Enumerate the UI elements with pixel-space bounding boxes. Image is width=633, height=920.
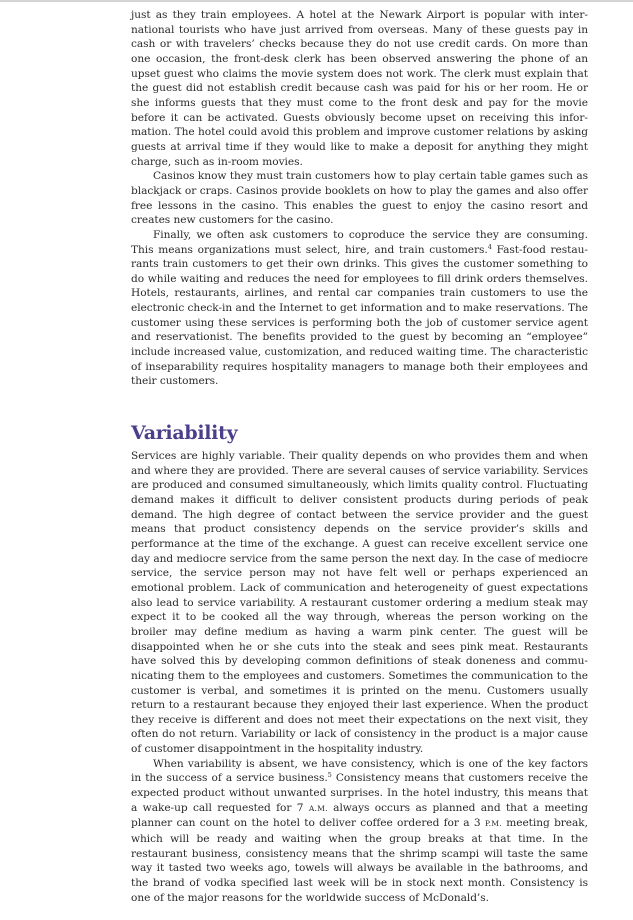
time-am: A.M. bbox=[308, 803, 328, 813]
paragraph-text: meeting break, which will be ready and waiting when the group breaks at that time. In the restaurant business, consistency means that the shrimp scampi will taste the same way it tasted two weeks ago, towels will always be available in the bathrooms, and the brand of vodka specified last week will be in stock next month. Consistency is one of the major reasons for the worldwide success of McDonald’s. bbox=[131, 817, 588, 904]
paragraph-services-variable: Services are highly variable. Their quality depends on who provides them and when and where they are provided. There are several causes of service variability. Services are produced and consumed simultaneously, which limits quality control. Fluctuating demand makes it difficult to deliver consistent products during periods of peak demand. The high degree of contact between the service provider and the guest means that product consistency depends on the service provider’s skills and performance at the time of the exchange. A guest can receive excellent service one day and mediocre service from the same person the next day. In the case of mediocre service, the service person may not have felt well or perhaps experienced an emotional problem. Lack of communication and heterogeneity of guest expectations also lead to service variability. A restaurant customer ordering a medium steak may expect it to be cooked all the way through, whereas the person working on the broiler may define medium as having a warm pink center. The guest will be disappointed when he or she cuts into the steak and sees pink meat. Restaurants have solved this by developing common definitions of steak doneness and communicating them to the employees and customers. Sometimes the communication to the customer is verbal, and sometimes it is printed on the menu. Customers usually return to a restaurant because they enjoyed their last experience. When the product they receive is different and does not meet their expectations on the next visit, they often do not return. Variability or lack of consistency in the product is a major cause of customer disappointment in the hospitality industry. bbox=[131, 450, 588, 756]
paragraph-casinos: Casinos know they must train customers how to play certain table games such as blackjack or craps. Casinos provide booklets on how to play the games and also offer free lessons in the casino. This enables the guest to enjoy the casino resort and creates new customers for the casino. bbox=[131, 170, 588, 227]
footnote-reference[interactable]: 4 bbox=[487, 242, 492, 251]
section-heading-variability: Variability bbox=[131, 422, 238, 444]
paragraph-text: Consistency means that customers receive the expected product without unwanted surprises. In the hotel industry, this means that a wake-up call requested for 7 bbox=[131, 772, 588, 814]
paragraph-newark-hotel: just as they train employees. A hotel at the Newark Airport is popular with international tourists who have just arrived from overseas. Many of these guests pay in cash or with travelers’ checks because they do not use credit cards. On more than one occasion, the front-desk clerk has been observed answering the phone of an upset guest who claims the movie system does not work. The clerk must explain that the guest did not establish credit because cash was paid for his or her room. He or she informs guests that they must come to the front desk and pay for the movie before it can be activated. Guests obviously become upset on receiving this information. The hotel could avoid this problem and improve customer relations by asking guests at arrival time if they would like to make a deposit for anything they might charge, such as in-room movies. bbox=[131, 9, 588, 168]
page-top-divider bbox=[0, 0, 633, 2]
time-pm: P.M. bbox=[484, 819, 502, 829]
paragraph-consistency bbox=[131, 757, 588, 906]
paragraph-text: When variability is absent, we have consistency, which is one of the key factors in the success of a service business. bbox=[131, 757, 588, 785]
paragraph-text: always occurs as planned and that a meeting planner can count on the hotel to deliver coffee ordered for a 3 bbox=[131, 801, 588, 830]
paragraph-text: Fast-food restaurants train customers to get their own drinks. This gives the customer something to do while waiting and reduces the need for employees to fill drink orders themselves. Hotels, restaurants, airlines, and rental car companies train customers to use the electronic check-in and the Internet to get information and to make reservations. The customer using these services is performing both the job of customer service agent and reservationist. The benefits provided to the guest by becoming an “employee” include increased value, customization, and reduced waiting time. The characteristic of inseparability requires hospitality managers to manage both their employees and their customers. bbox=[131, 243, 588, 388]
paragraph-coproduce bbox=[131, 228, 588, 389]
paragraph-text: Finally, we often ask customers to coproduce the service they are consuming. This means organizations must select, hire, and train customers. bbox=[131, 228, 588, 256]
footnote-reference[interactable]: 5 bbox=[327, 771, 332, 780]
page-body-section-inseparability bbox=[131, 8, 588, 389]
page-body-section-variability bbox=[131, 449, 588, 905]
